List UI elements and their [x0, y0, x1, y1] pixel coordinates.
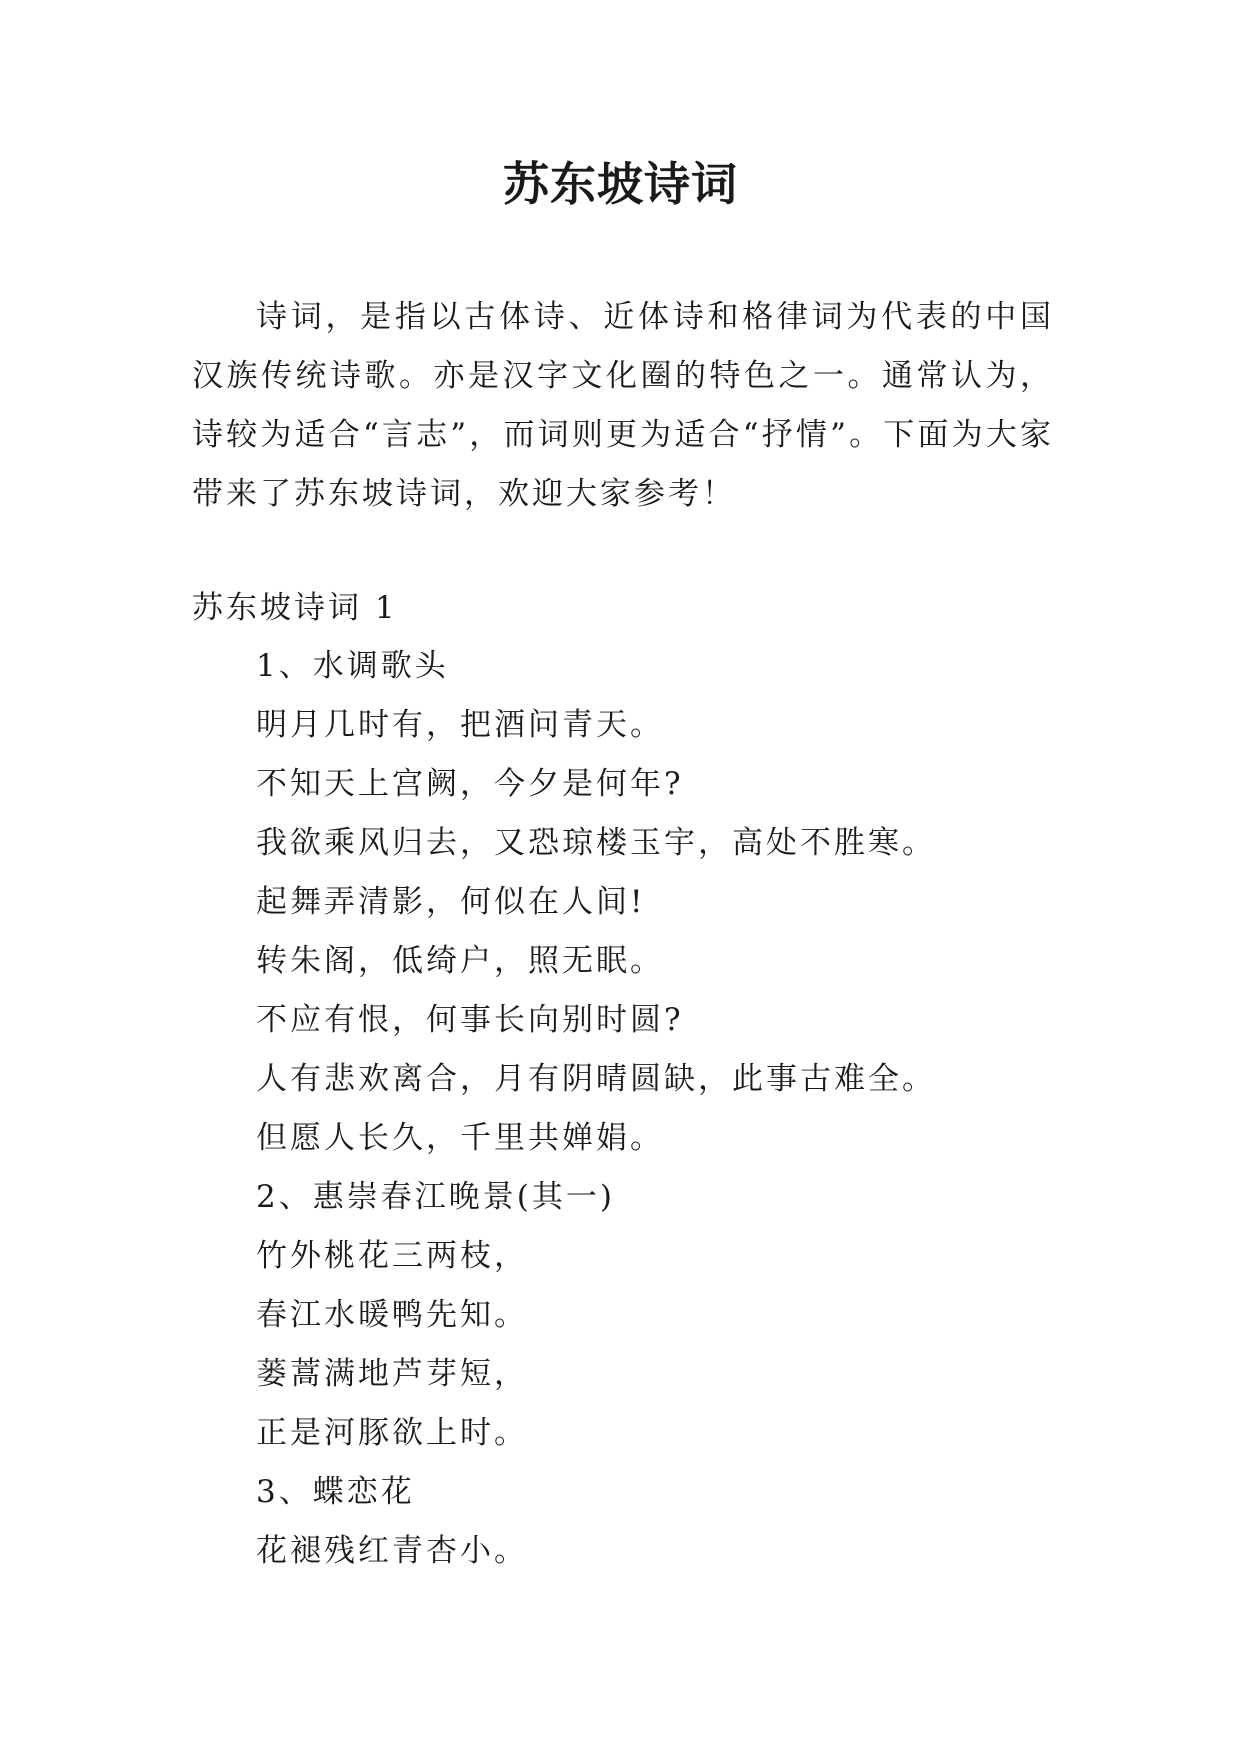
poem-line: 不知天上宫阙，今夕是何年? — [256, 766, 684, 802]
poem-line: 我欲乘风归去，又恐琼楼玉宇，高处不胜寒。 — [256, 825, 936, 861]
poem-line: 竹外桃花三两枝， — [256, 1238, 528, 1274]
intro-paragraph: 诗词，是指以古体诗、近体诗和格律词为代表的中国汉族传统诗歌。亦是汉字文化圈的特色之一。通常认为，诗较为适合“言志”，而词则更为适合“抒情”。下面为大家带来了苏东坡诗词，欢迎大家参考！ — [192, 299, 1054, 512]
document-title: 苏东坡诗词 — [503, 157, 738, 211]
poem-line: 明月几时有，把酒问青天。 — [256, 707, 664, 743]
poem-line: 花褪残红青杏小。 — [256, 1533, 528, 1569]
poem-line: 起舞弄清影，何似在人间! — [256, 884, 646, 920]
poem-line: 1、水调歌头 — [256, 648, 449, 684]
poem-line: 蒌蒿满地芦芽短， — [256, 1356, 528, 1392]
poem-line: 春江水暖鸭先知。 — [256, 1297, 528, 1333]
poem-line: 正是河豚欲上时。 — [256, 1415, 528, 1451]
poem-line: 但愿人长久，千里共婵娟。 — [256, 1120, 664, 1156]
poem-line: 转朱阁，低绮户，照无眠。 — [256, 943, 664, 979]
section-heading: 苏东坡诗词 1 — [192, 590, 398, 626]
poem-line: 2、惠崇春江晚景(其一) — [256, 1179, 615, 1215]
poem-line: 不应有恨，何事长向别时圆? — [256, 1002, 684, 1038]
poem-lines — [256, 637, 1076, 1581]
poem-line: 人有悲欢离合，月有阴晴圆缺，此事古难全。 — [256, 1061, 936, 1097]
poem-line: 3、蝶恋花 — [256, 1474, 415, 1510]
